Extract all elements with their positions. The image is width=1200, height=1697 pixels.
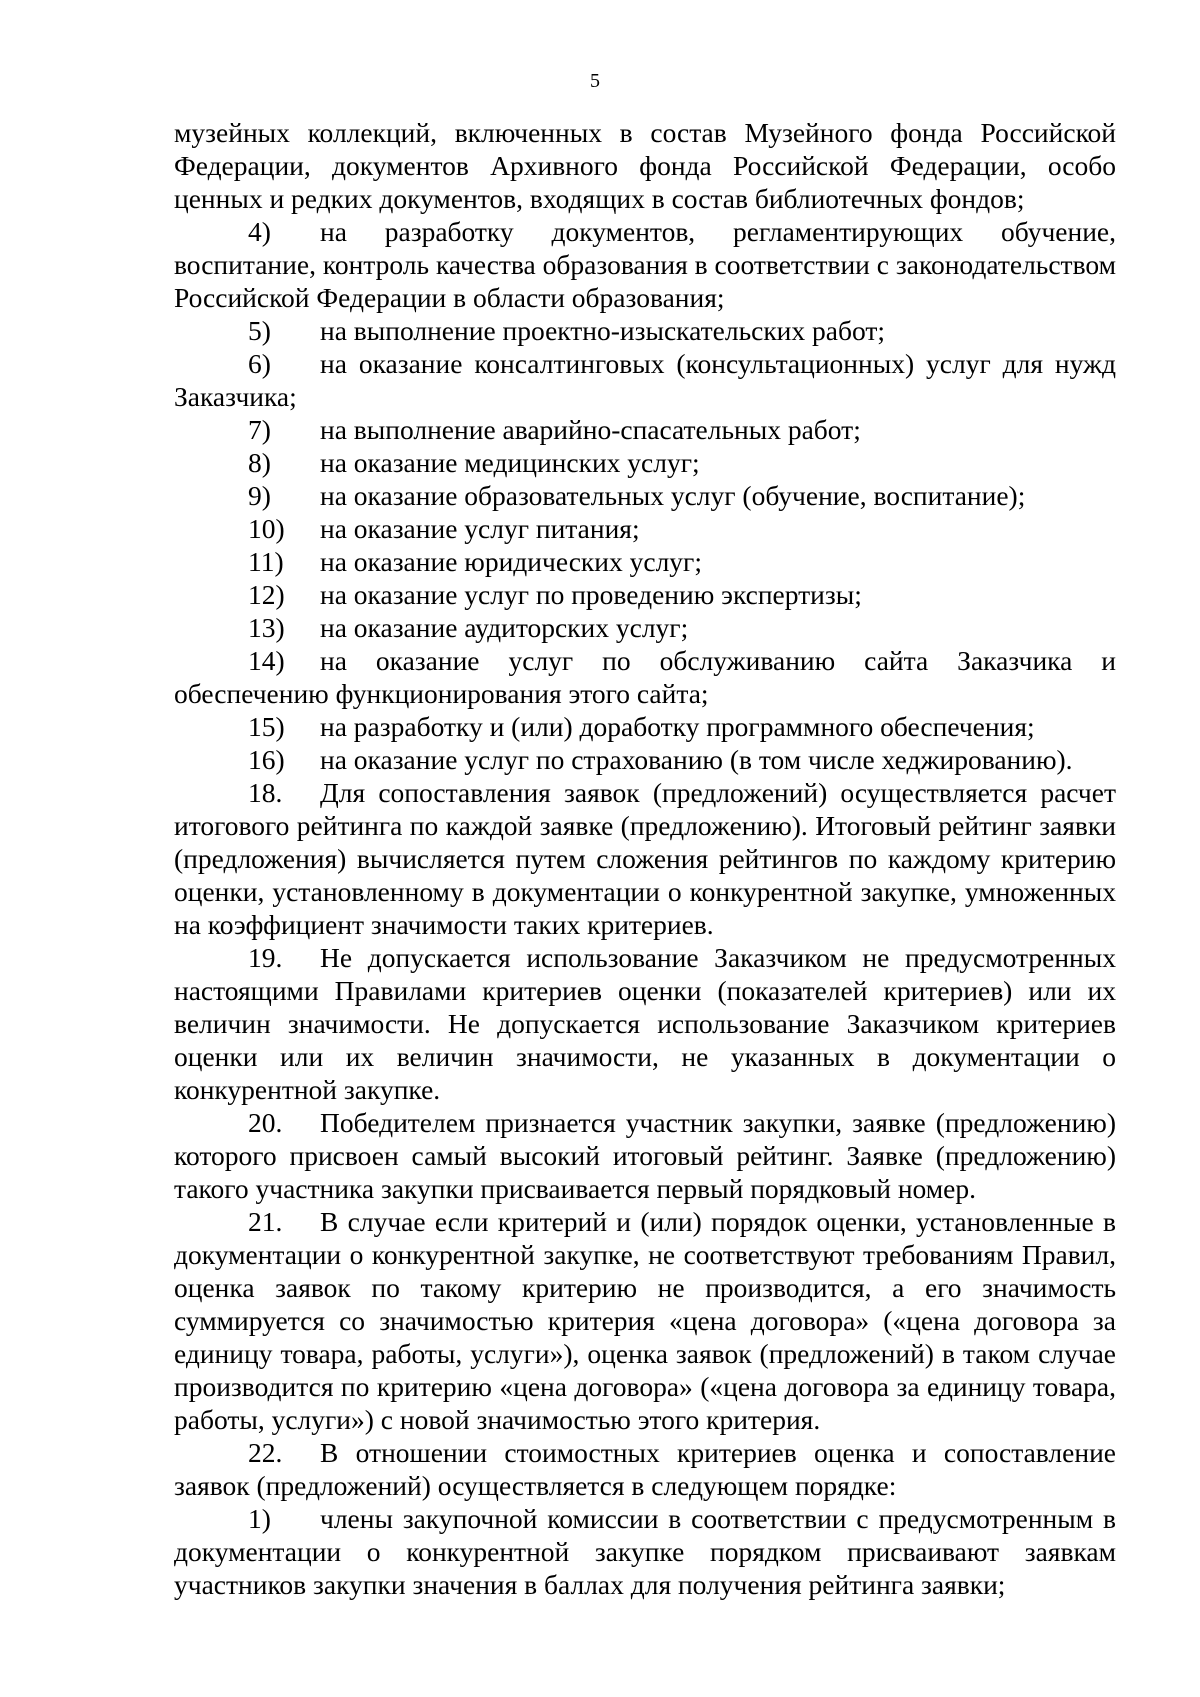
- item-number: 5): [248, 315, 271, 346]
- clause-19: [174, 941, 1116, 1106]
- item-number: 12): [248, 579, 285, 610]
- list-item-15: [174, 710, 1116, 743]
- clause-text: Не допускается использование Заказчиком не предусмотренных настоящими Правилами критериев оценки (показателей критериев) или их величин значимости. Не допускается использование Заказчиком критериев оценки или их величин значимости, не указанных в документации о конкурентной закупке.: [174, 942, 1116, 1105]
- item-text: члены закупочной комиссии в соответствии с предусмотренным в документации о конкурентной закупке порядком присваивают заявкам участников закупки значения в баллах для получения рейтинга заявки;: [174, 1503, 1116, 1600]
- clause-text: В отношении стоимостных критериев оценка и сопоставление заявок (предложений) осуществляется в следующем порядке:: [174, 1437, 1116, 1501]
- item-number: 14): [248, 645, 285, 676]
- clause-number: 22.: [248, 1437, 283, 1468]
- clause-text: Победителем признается участник закупки, заявке (предложению) которого присвоен самый высокий итоговый рейтинг. Заявке (предложению) такого участника закупки присваивается первый порядковый номер.: [174, 1107, 1116, 1204]
- item-number: 4): [248, 216, 271, 247]
- item-number: 15): [248, 711, 285, 742]
- list-item-5: [174, 314, 1116, 347]
- clause-20: [174, 1106, 1116, 1205]
- clause-number: 21.: [248, 1206, 283, 1237]
- list-item-9: [174, 479, 1116, 512]
- paragraph-continuation: [174, 116, 1116, 215]
- item-number: 1): [248, 1503, 271, 1534]
- list-item-1: [174, 1502, 1116, 1601]
- list-item-10: [174, 512, 1116, 545]
- page-number: 5: [590, 70, 600, 92]
- clause-18: [174, 776, 1116, 941]
- item-text: на оказание консалтинговых (консультационных) услуг для нужд Заказчика;: [174, 348, 1116, 412]
- item-text: на оказание образовательных услуг (обучение, воспитание);: [320, 480, 1026, 511]
- clause-22: [174, 1436, 1116, 1502]
- item-text: на выполнение аварийно-спасательных работ;: [320, 414, 861, 445]
- item-text: на разработку и (или) доработку программного обеспечения;: [320, 711, 1035, 742]
- item-text: на оказание услуг по обслуживанию сайта Заказчика и обеспечению функционирования этого сайта;: [174, 645, 1116, 709]
- clause-number: 18.: [248, 777, 283, 808]
- item-number: 10): [248, 513, 285, 544]
- item-text: на оказание аудиторских услуг;: [320, 612, 689, 643]
- item-text: на оказание юридических услуг;: [320, 546, 702, 577]
- item-text: на оказание медицинских услуг;: [320, 447, 700, 478]
- clause-number: 19.: [248, 942, 283, 973]
- list-item-6: [174, 347, 1116, 413]
- item-text: на выполнение проектно-изыскательских работ;: [320, 315, 886, 346]
- item-number: 13): [248, 612, 285, 643]
- list-item-13: [174, 611, 1116, 644]
- item-number: 7): [248, 414, 271, 445]
- item-text: на разработку документов, регламентирующих обучение, воспитание, контроль качества образования в соответствии с законодательством Российской Федерации в области образования;: [174, 216, 1116, 313]
- item-number: 9): [248, 480, 271, 511]
- clause-text: Для сопоставления заявок (предложений) осуществляется расчет итогового рейтинга по каждой заявке (предложению). Итоговый рейтинг заявки (предложения) вычисляется путем сложения рейтингов по каждому критерию оценки, установленному в документации о конкурентной закупке, умноженных на коэффициент значимости таких критериев.: [174, 777, 1116, 940]
- paragraph-text: музейных коллекций, включенных в состав Музейного фонда Российской Федерации, документов Архивного фонда Российской Федерации, особо ценных и редких документов, входящих в состав библиотечных фондов;: [174, 117, 1116, 214]
- item-number: 6): [248, 348, 271, 379]
- list-item-4: [174, 215, 1116, 314]
- item-number: 8): [248, 447, 271, 478]
- list-item-8: [174, 446, 1116, 479]
- list-item-7: [174, 413, 1116, 446]
- clause-21: [174, 1205, 1116, 1436]
- document-body: [174, 116, 1116, 1601]
- item-text: на оказание услуг питания;: [320, 513, 640, 544]
- item-text: на оказание услуг по страхованию (в том числе хеджированию).: [320, 744, 1073, 775]
- item-number: 16): [248, 744, 285, 775]
- clause-text: В случае если критерий и (или) порядок оценки, установленные в документации о конкурентной закупке, не соответствуют требованиям Правил, оценка заявок по такому критерию не производится, а его значимость суммируется со значимостью критерия «цена договора» («цена договора за единицу товара, работы, услуги»), оценка заявок (предложений) в таком случае производится по критерию «цена договора» («цена договора за единицу товара, работы, услуги») с новой значимостью этого критерия.: [174, 1206, 1116, 1435]
- clause-number: 20.: [248, 1107, 283, 1138]
- list-item-14: [174, 644, 1116, 710]
- list-item-12: [174, 578, 1116, 611]
- item-text: на оказание услуг по проведению экспертизы;: [320, 579, 862, 610]
- list-item-11: [174, 545, 1116, 578]
- item-number: 11): [248, 546, 284, 577]
- list-item-16: [174, 743, 1116, 776]
